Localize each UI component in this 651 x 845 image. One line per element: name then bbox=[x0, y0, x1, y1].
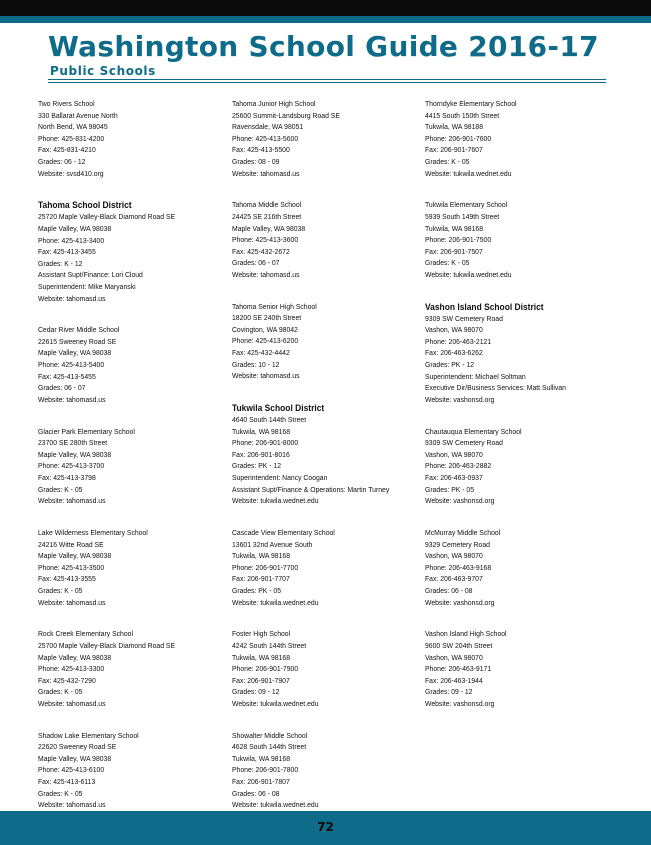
entry-detail-line: Vashon, WA 98070 bbox=[425, 449, 483, 459]
entry-detail-line: Phone: 206-463-9171 bbox=[425, 664, 492, 674]
entry-detail-line: Website: tahomasd.us bbox=[38, 698, 106, 708]
entry-detail-line: Phone: 206-901-7600 bbox=[425, 133, 492, 143]
entry-detail-line: 23700 SE 280th Street bbox=[38, 438, 108, 448]
listing-column-2 bbox=[232, 98, 422, 831]
entry-detail-line: Maple Valley, WA 98038 bbox=[38, 753, 112, 763]
entry-detail-line: 18200 SE 240th Street bbox=[232, 313, 302, 323]
entry-detail-line: Fax: 206-901-7807 bbox=[232, 777, 290, 787]
entry-detail-line: Grades: 08 - 09 bbox=[232, 156, 280, 166]
entry-detail-line: Maple Valley, WA 98038 bbox=[38, 223, 112, 233]
school-entry bbox=[232, 527, 422, 608]
entry-detail-line: Phone: 206-901-7900 bbox=[232, 664, 299, 674]
entry-detail-line: Fax: 425-831-4210 bbox=[38, 145, 96, 155]
entry-detail-line: Executive Dir/Business Services: Matt Sullivan bbox=[425, 383, 566, 393]
header-rule bbox=[48, 82, 606, 83]
entry-detail-line: Assistant Supt/Finance: Lori Cloud bbox=[38, 270, 143, 280]
district-name: Vashon Island School District bbox=[425, 300, 544, 312]
header-rule bbox=[48, 79, 606, 80]
entry-detail-line: Tukwila, WA 98168 bbox=[232, 426, 290, 436]
entry-detail-line: Fax: 425-413-5455 bbox=[38, 371, 96, 381]
entry-detail-line: 25600 Summit-Landsburg Road SE bbox=[232, 110, 340, 120]
entry-detail-line: 25720 Maple Valley-Black Diamond Road SE bbox=[38, 212, 176, 222]
entry-detail-line: Website: tahomasd.us bbox=[38, 293, 106, 303]
entry-detail-line: Grades: PK - 12 bbox=[232, 461, 282, 471]
school-name: Lake Wilderness Elementary School bbox=[38, 527, 148, 537]
entry-detail-line: Phone: 206-901-7500 bbox=[425, 235, 492, 245]
entry-detail-line: 22620 Sweeney Road SE bbox=[38, 742, 117, 752]
school-entry bbox=[232, 98, 422, 179]
entry-detail-line: Vashon, WA 98070 bbox=[425, 325, 483, 335]
district-name: Tahoma School District bbox=[38, 199, 132, 211]
entry-detail-line: Grades: K - 12 bbox=[38, 258, 83, 268]
listing-column-3 bbox=[425, 98, 615, 730]
entry-detail-line: Fax: 206-901-7707 bbox=[232, 574, 290, 584]
entry-detail-line: Fax: 425-413-3555 bbox=[38, 574, 96, 584]
school-entry bbox=[425, 98, 615, 179]
entry-detail-line: Fax: 206-901-7907 bbox=[232, 675, 290, 685]
entry-detail-line: 9309 SW Cemetery Road bbox=[425, 438, 503, 448]
page-title: Washington School Guide 2016-17 bbox=[48, 30, 599, 63]
entry-detail-line: Phone: 425-413-6100 bbox=[38, 765, 105, 775]
entry-detail-line: Website: tahomasd.us bbox=[38, 496, 106, 506]
school-name: Shadow Lake Elementary School bbox=[38, 730, 139, 740]
school-entry bbox=[38, 730, 228, 811]
entry-detail-line: Fax: 206-463-1944 bbox=[425, 675, 483, 685]
entry-detail-line: Maple Valley, WA 98038 bbox=[38, 652, 112, 662]
entry-detail-line: Vashon, WA 98070 bbox=[425, 551, 483, 561]
school-name: Tahoma Middle School bbox=[232, 200, 302, 210]
top-black-band bbox=[0, 0, 651, 16]
entry-detail-line: Fax: 206-901-7607 bbox=[425, 145, 483, 155]
footer-band bbox=[0, 811, 651, 845]
entry-detail-line: Superintendent: Mike Maryanski bbox=[38, 281, 136, 291]
school-entry bbox=[38, 426, 228, 507]
entry-detail-line: Phone: 425-413-3700 bbox=[38, 461, 105, 471]
entry-detail-line: Phone: 206-901-7700 bbox=[232, 562, 299, 572]
entry-detail-line: Grades: K - 05 bbox=[425, 258, 470, 268]
entry-detail-line: Phone: 206-463-2121 bbox=[425, 336, 492, 346]
entry-detail-line: Grades: 06 - 08 bbox=[232, 788, 280, 798]
district-entry bbox=[425, 301, 615, 406]
entry-detail-line: Grades: K - 05 bbox=[425, 156, 470, 166]
entry-detail-line: Website: tahomasd.us bbox=[232, 168, 300, 178]
school-name: Chautauqua Elementary School bbox=[425, 426, 522, 436]
entry-detail-line: Fax: 206-901-7507 bbox=[425, 246, 483, 256]
entry-detail-line: Tukwila, WA 98168 bbox=[232, 551, 290, 561]
entry-detail-line: Website: tukwila.wednet.edu bbox=[232, 597, 319, 607]
school-name: Cedar River Middle School bbox=[38, 325, 120, 335]
entry-detail-line: Website: vashonsd.org bbox=[425, 496, 495, 506]
entry-detail-line: Tukwila, WA 98168 bbox=[232, 753, 290, 763]
entry-detail-line: Grades: 09 - 12 bbox=[425, 687, 473, 697]
entry-detail-line: Tukwila, WA 98168 bbox=[232, 652, 290, 662]
entry-detail-line: Website: tukwila.wednet.edu bbox=[232, 496, 319, 506]
entry-detail-line: 5939 South 149th Street bbox=[425, 211, 500, 221]
school-entry bbox=[232, 730, 422, 811]
school-name: Tukwila Elementary School bbox=[425, 200, 508, 210]
entry-detail-line: 330 Ballarat Avenue North bbox=[38, 110, 118, 120]
school-entry bbox=[425, 527, 615, 608]
page-number: 72 bbox=[317, 820, 334, 834]
school-name: Tahoma Junior High School bbox=[232, 99, 316, 108]
entry-detail-line: Grades: 06 - 07 bbox=[38, 383, 86, 393]
school-entry bbox=[425, 199, 615, 280]
entry-detail-line: 24425 SE 216th Street bbox=[232, 211, 302, 221]
entry-detail-line: Fax: 206-463-0937 bbox=[425, 473, 483, 482]
entry-detail-line: Phone: 425-413-5600 bbox=[232, 133, 299, 143]
entry-detail-line: 13601 32nd Avenue South bbox=[232, 539, 313, 549]
entry-detail-line: Website: tukwila.wednet.edu bbox=[232, 800, 319, 810]
entry-detail-line: Website: tahomasd.us bbox=[38, 394, 106, 404]
entry-detail-line: Phone: 425-413-6200 bbox=[232, 336, 299, 346]
entry-detail-line: Phone: 206-463-9168 bbox=[425, 562, 492, 572]
entry-detail-line: Phone: 206-463-2882 bbox=[425, 461, 492, 471]
school-entry bbox=[232, 301, 422, 382]
entry-detail-line: Grades: 10 - 12 bbox=[232, 359, 280, 369]
entry-detail-line: Fax: 206-463-9707 bbox=[425, 574, 483, 584]
school-name: Vashon Island High School bbox=[425, 629, 507, 639]
school-name: Two Rivers School bbox=[38, 99, 95, 108]
entry-detail-line: Website: tukwila.wednet.edu bbox=[425, 168, 512, 178]
entry-detail-line: North Bend, WA 98045 bbox=[38, 122, 108, 132]
entry-detail-line: Phone: 425-413-3300 bbox=[38, 664, 105, 674]
entry-detail-line: Grades: K - 05 bbox=[38, 585, 83, 595]
entry-detail-line: Website: tahomasd.us bbox=[232, 371, 300, 381]
entry-detail-line: Phone: 425-413-3400 bbox=[38, 235, 105, 245]
school-entry bbox=[38, 628, 228, 709]
entry-detail-line: Maple Valley, WA 98038 bbox=[38, 551, 112, 561]
school-name: Showalter Middle School bbox=[232, 730, 308, 740]
entry-detail-line: Website: tahomasd.us bbox=[232, 269, 300, 279]
entry-detail-line: Website: tahomasd.us bbox=[38, 597, 106, 607]
entry-detail-line: Website: tahomasd.us bbox=[38, 800, 106, 810]
district-name: Tukwila School District bbox=[232, 402, 325, 414]
entry-detail-line: 4242 South 144th Street bbox=[232, 640, 307, 650]
school-name: Thorndyke Elementary School bbox=[425, 99, 517, 108]
entry-detail-line: Phone: 425-413-3500 bbox=[38, 562, 105, 572]
entry-detail-line: 4628 South 144th Street bbox=[232, 742, 307, 752]
entry-detail-line: 9309 SW Cemetery Road bbox=[425, 313, 503, 323]
entry-detail-line: Fax: 425-432-4442 bbox=[232, 348, 290, 358]
school-name: Cascade View Elementary School bbox=[232, 527, 335, 537]
entry-detail-line: Fax: 425-413-5500 bbox=[232, 145, 290, 155]
entry-detail-line: 25700 Maple Valley-Black Diamond Road SE bbox=[38, 640, 176, 650]
section-subtitle: Public Schools bbox=[50, 64, 156, 78]
school-entry bbox=[425, 426, 615, 507]
entry-detail-line: Superintendent: Michael Soltman bbox=[425, 371, 526, 381]
entry-detail-line: Fax: 425-432-7290 bbox=[38, 675, 96, 685]
entry-detail-line: Fax: 425-432-2672 bbox=[232, 246, 290, 256]
entry-detail-line: Grades: K - 05 bbox=[38, 687, 83, 697]
school-entry bbox=[425, 628, 615, 709]
entry-detail-line: Fax: 206-901-8016 bbox=[232, 449, 290, 459]
entry-detail-line: Fax: 425-413-6113 bbox=[38, 777, 96, 787]
listing-column-1 bbox=[38, 98, 228, 831]
school-entry bbox=[38, 527, 228, 608]
entry-detail-line: Tukwila, WA 98168 bbox=[425, 223, 483, 233]
entry-detail-line: Phone: 425-413-3600 bbox=[232, 235, 299, 245]
entry-detail-line: Maple Valley, WA 98038 bbox=[232, 223, 306, 233]
school-name: McMurray Middle School bbox=[425, 527, 501, 537]
entry-detail-line: Website: vashonsd.org bbox=[425, 394, 495, 404]
district-entry bbox=[38, 199, 228, 304]
school-name: Foster High School bbox=[232, 629, 291, 639]
entry-detail-line: 22615 Sweeney Road SE bbox=[38, 336, 117, 346]
entry-detail-line: Phone: 425-831-4200 bbox=[38, 133, 105, 143]
entry-detail-line: Superintendent: Nancy Coogan bbox=[232, 473, 328, 482]
entry-detail-line: Grades: 06 - 08 bbox=[425, 585, 473, 595]
entry-detail-line: Fax: 206-463-6262 bbox=[425, 348, 483, 358]
entry-detail-line: Fax: 425-413-3798 bbox=[38, 473, 96, 482]
entry-detail-line: Ravensdale, WA 98051 bbox=[232, 122, 304, 132]
school-entry bbox=[38, 98, 228, 179]
entry-detail-line: Grades: 06 - 07 bbox=[232, 258, 280, 268]
school-entry bbox=[232, 628, 422, 709]
entry-detail-line: Maple Valley, WA 98038 bbox=[38, 449, 112, 459]
entry-detail-line: Grades: PK - 05 bbox=[232, 585, 282, 595]
entry-detail-line: 9329 Cemetery Road bbox=[425, 539, 490, 549]
school-name: Tahoma Senior High School bbox=[232, 301, 317, 311]
entry-detail-line: Grades: PK - 05 bbox=[425, 484, 475, 494]
entry-detail-line: 4415 South 150th Street bbox=[425, 110, 500, 120]
school-entry bbox=[232, 199, 422, 280]
entry-detail-line: Website: tukwila.wednet.edu bbox=[232, 698, 319, 708]
entry-detail-line: Website: vashonsd.org bbox=[425, 597, 495, 607]
entry-detail-line: Phone: 206-901-7800 bbox=[232, 765, 299, 775]
entry-detail-line: Grades: PK - 12 bbox=[425, 360, 475, 370]
school-entry bbox=[38, 324, 228, 405]
entry-detail-line: Website: vashonsd.org bbox=[425, 698, 495, 708]
entry-detail-line: Assistant Supt/Finance & Operations: Martin Turney bbox=[232, 484, 390, 494]
entry-detail-line: 24216 Witte Road SE bbox=[38, 539, 104, 549]
entry-detail-line: Vashon, WA 98070 bbox=[425, 652, 483, 662]
entry-detail-line: Grades: 09 - 12 bbox=[232, 687, 280, 697]
entry-detail-line: Phone: 425-413-5400 bbox=[38, 360, 105, 370]
entry-detail-line: Covington, WA 98042 bbox=[232, 324, 298, 334]
entry-detail-line: Website: tukwila.wednet.edu bbox=[425, 269, 512, 279]
entry-detail-line: Phone: 206-901-8000 bbox=[232, 438, 299, 448]
school-name: Rock Creek Elementary School bbox=[38, 629, 133, 639]
entry-detail-line: Fax: 425-413-3455 bbox=[38, 247, 96, 257]
entry-detail-line: Grades: K - 05 bbox=[38, 484, 83, 494]
entry-detail-line: 9600 SW 204th Street bbox=[425, 640, 493, 650]
school-name: Glacier Park Elementary School bbox=[38, 426, 135, 436]
district-entry bbox=[232, 402, 422, 507]
entry-detail-line: 4640 South 144th Street bbox=[232, 415, 307, 425]
entry-detail-line: Maple Valley, WA 98038 bbox=[38, 348, 112, 358]
top-teal-band bbox=[0, 16, 651, 23]
entry-detail-line: Website: svsd410.org bbox=[38, 168, 104, 178]
entry-detail-line: Tukwila, WA 98188 bbox=[425, 122, 483, 132]
entry-detail-line: Grades: 06 - 12 bbox=[38, 156, 86, 166]
entry-detail-line: Grades: K - 05 bbox=[38, 788, 83, 798]
